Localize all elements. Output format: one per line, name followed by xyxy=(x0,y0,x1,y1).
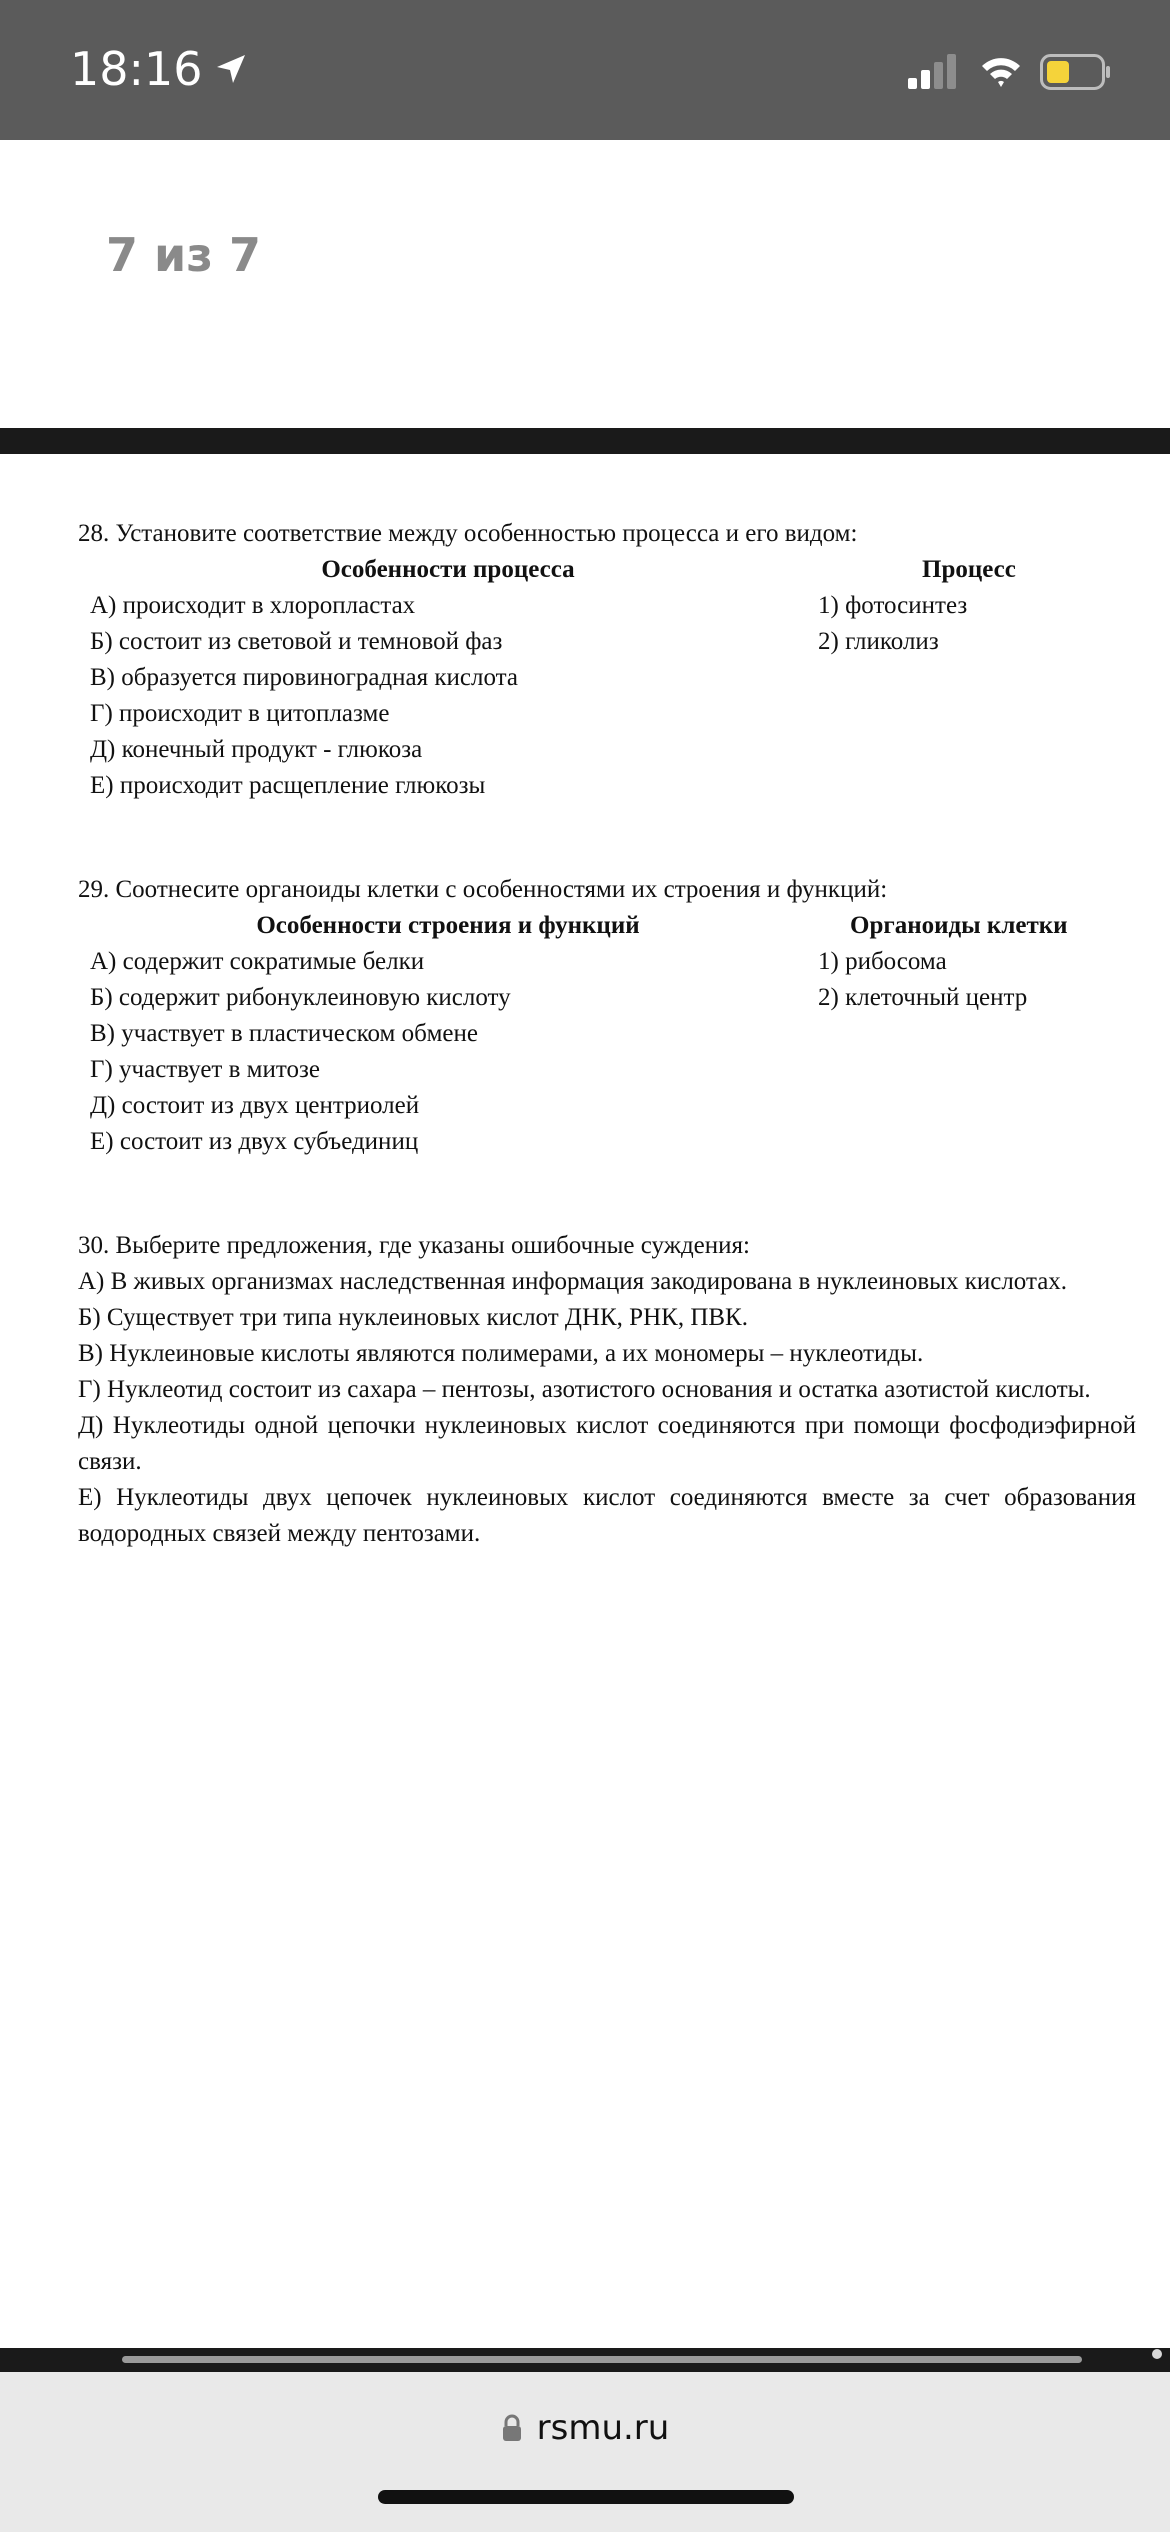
list-item: А) происходит в хлоропластах xyxy=(90,592,416,619)
cellular-signal-icon xyxy=(906,52,960,92)
left-column-header: Особенности строения и функций xyxy=(256,912,640,939)
list-item: Б) содержит рибонуклеиновую кислоту xyxy=(90,984,511,1011)
matching-header xyxy=(78,908,1136,944)
viewer-header xyxy=(0,140,1170,428)
left-column xyxy=(78,588,818,804)
list-item: В) участвует в пластическом обмене xyxy=(90,1020,478,1047)
question-30 xyxy=(78,1228,1136,1552)
scroll-end-indicator xyxy=(1152,2349,1162,2359)
matching-header xyxy=(78,552,1136,588)
status-time-group xyxy=(70,42,251,96)
statement-item: Е) Нуклеотиды двух цепочек нуклеиновых кислот соединяются вместе за счет образования водородных связей между пентозами. xyxy=(78,1484,1136,1547)
right-column-header: Органоиды клетки xyxy=(850,912,1068,939)
document-page[interactable] xyxy=(0,454,1170,2348)
question-29 xyxy=(78,872,1136,1160)
right-column xyxy=(818,588,1136,804)
address-bar[interactable] xyxy=(0,2372,1170,2532)
matching-table xyxy=(78,908,1136,1160)
question-title: 29. Соотнесите органоиды клетки с особенностями их строения и функций: xyxy=(78,876,888,903)
statement-item: Б) Существует три типа нуклеиновых кислот ДНК, РНК, ПВК. xyxy=(78,1304,748,1331)
horizontal-scrollbar[interactable] xyxy=(122,2356,1082,2363)
url-text[interactable]: rsmu.ru xyxy=(536,2408,670,2448)
statement-item: А) В живых организмах наследственная информация закодирована в нуклеиновых кислотах. xyxy=(78,1268,1068,1295)
list-item: Г) участвует в митозе xyxy=(90,1056,320,1083)
right-column xyxy=(818,944,1136,1160)
home-indicator[interactable] xyxy=(378,2490,794,2504)
question-title: 28. Установите соответствие между особенностью процесса и его видом: xyxy=(78,520,858,547)
matching-rows xyxy=(78,944,1136,1160)
matching-rows xyxy=(78,588,1136,804)
page-separator xyxy=(0,428,1170,454)
list-item: Д) состоит из двух центриолей xyxy=(90,1092,420,1119)
list-item: Е) происходит расщепление глюкозы xyxy=(90,772,486,799)
list-item: Д) конечный продукт - глюкоза xyxy=(90,736,423,763)
wifi-icon xyxy=(978,52,1024,92)
question-28 xyxy=(78,516,1136,804)
lock-icon xyxy=(501,2414,523,2442)
statement-item: Д) Нуклеотиды одной цепочки нуклеиновых кислот соединяются при помощи фосфодиэфирной связи. xyxy=(78,1412,1136,1475)
status-time: 18:16 xyxy=(70,42,203,96)
question-title: 30. Выберите предложения, где указаны ошибочные суждения: xyxy=(78,1232,750,1259)
statement-item: Г) Нуклеотид состоит из сахара – пентозы, азотистого основания и остатка азотистой кислоты. xyxy=(78,1376,1091,1403)
statement-item: В) Нуклеиновые кислоты являются полимерами, а их мономеры – нуклеотиды. xyxy=(78,1340,924,1367)
page-indicator: 7 из 7 xyxy=(106,228,262,282)
list-item: 1) фотосинтез xyxy=(818,592,968,619)
list-item: Г) происходит в цитоплазме xyxy=(90,700,390,727)
list-item: 2) клеточный центр xyxy=(818,984,1028,1011)
list-item: В) образуется пировиноградная кислота xyxy=(90,664,518,691)
left-column xyxy=(78,944,818,1160)
matching-table xyxy=(78,552,1136,804)
left-column-header: Особенности процесса xyxy=(321,556,575,583)
list-item: Е) состоит из двух субъединиц xyxy=(90,1128,419,1155)
url-display[interactable] xyxy=(0,2408,1170,2448)
battery-icon xyxy=(1040,54,1112,90)
list-item: 2) гликолиз xyxy=(818,628,939,655)
list-item: 1) рибосома xyxy=(818,948,947,975)
list-item: А) содержит сократимые белки xyxy=(90,948,425,975)
right-column-header: Процесс xyxy=(922,556,1016,583)
list-item: Б) состоит из световой и темновой фаз xyxy=(90,628,503,655)
location-arrow-icon xyxy=(211,49,251,89)
document-content xyxy=(78,516,1136,1552)
status-bar xyxy=(0,0,1170,140)
